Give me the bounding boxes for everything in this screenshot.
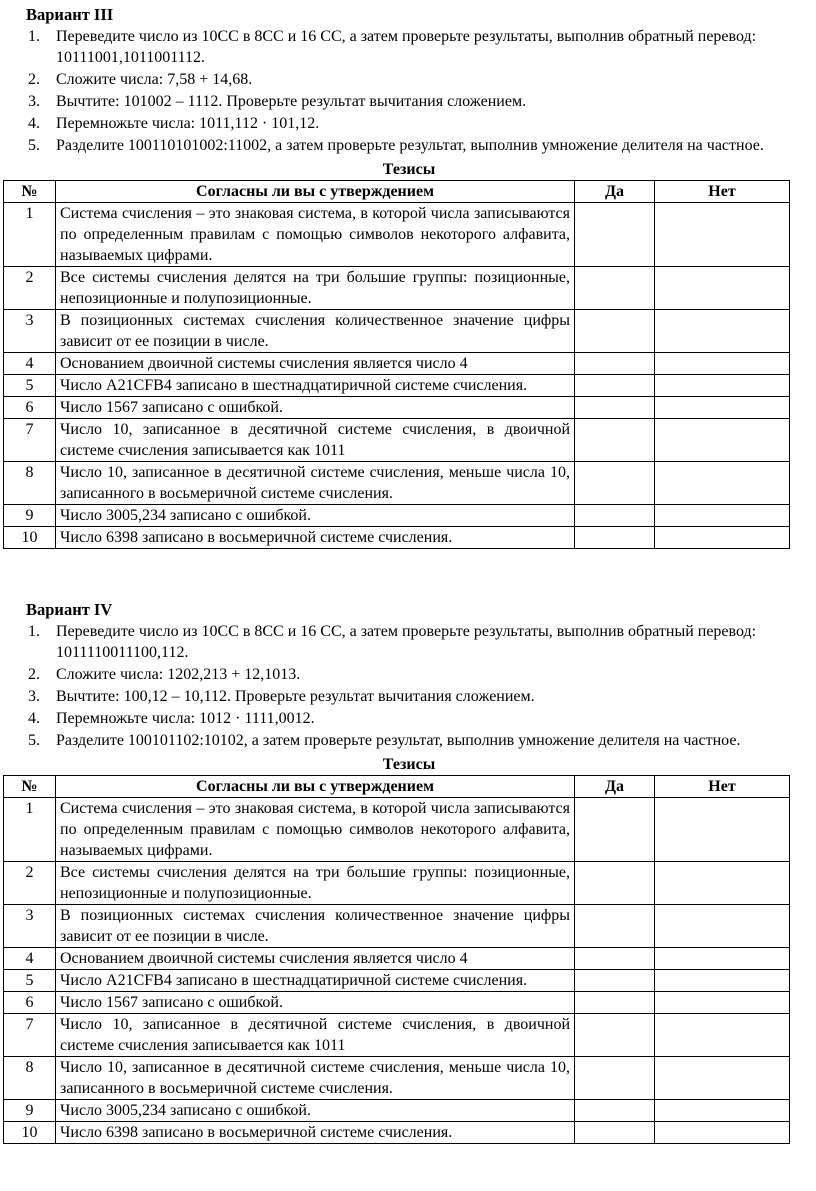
task-text: Сложите числа: 7,58 + 14,68. xyxy=(56,71,253,88)
row-statement: Число 6398 записано в восьмеричной системе счисления. xyxy=(56,527,575,549)
task-number: 3. xyxy=(28,688,40,705)
row-statement: Основанием двоичной системы счисления является число 4 xyxy=(56,948,575,970)
row-statement: Система счисления – это знаковая система, в которой числа записываются по определенным правилам с помощью символов некоторого алфавита, называемых цифрами. xyxy=(56,203,575,267)
row-number: 2 xyxy=(4,267,56,310)
yes-cell[interactable] xyxy=(575,375,655,397)
yes-cell[interactable] xyxy=(575,1014,655,1057)
row-number: 1 xyxy=(4,203,56,267)
task-number: 4. xyxy=(28,710,40,727)
task-text: Переведите число из 10СС в 8СС и 16 СС, а затем проверьте результаты, выполнив обратный перевод: 1011110011100,112. xyxy=(56,623,757,661)
yes-cell[interactable] xyxy=(575,505,655,527)
table-row xyxy=(4,419,790,462)
task-item xyxy=(26,621,792,663)
variant-3-section xyxy=(21,4,792,549)
task-number: 3. xyxy=(28,93,40,110)
header-no: Нет xyxy=(655,776,790,798)
task-text: Вычтите: 101002 – 1112. Проверьте результат вычитания сложением. xyxy=(56,93,527,110)
row-number: 10 xyxy=(4,527,56,549)
task-item xyxy=(26,664,792,685)
task-text: Сложите числа: 1202,213 + 12,1013. xyxy=(56,666,301,683)
row-statement: Число 10, записанное в десятичной системе счисления, меньше числа 10, записанного в восьмеричной системе счисления. xyxy=(56,462,575,505)
row-number: 9 xyxy=(4,505,56,527)
row-number: 8 xyxy=(4,462,56,505)
row-statement: В позиционных системах счисления количественное значение цифры зависит от ее позиции в числе. xyxy=(56,905,575,948)
yes-cell[interactable] xyxy=(575,267,655,310)
task-text: Разделите 100101102:10102, а затем проверьте результат, выполнив умножение делителя на частное. xyxy=(56,732,741,749)
task-text: Переведите число из 10СС в 8СС и 16 СС, а затем проверьте результаты, выполнив обратный перевод: 10111001,1011001112. xyxy=(56,28,757,66)
no-cell[interactable] xyxy=(655,375,790,397)
row-statement: Число 3005,234 записано с ошибкой. xyxy=(56,505,575,527)
yes-cell[interactable] xyxy=(575,970,655,992)
no-cell[interactable] xyxy=(655,1014,790,1057)
row-number: 5 xyxy=(4,375,56,397)
no-cell[interactable] xyxy=(655,798,790,862)
table-row xyxy=(4,397,790,419)
row-statement: Число 3005,234 записано с ошибкой. xyxy=(56,1100,575,1122)
table-row xyxy=(4,798,790,862)
yes-cell[interactable] xyxy=(575,353,655,375)
row-statement: Все системы счисления делятся на три большие группы: позиционные, непозиционные и полупозиционные. xyxy=(56,862,575,905)
table-row xyxy=(4,862,790,905)
row-number: 9 xyxy=(4,1100,56,1122)
row-number: 1 xyxy=(4,798,56,862)
table-row xyxy=(4,948,790,970)
task-item xyxy=(26,686,792,707)
yes-cell[interactable] xyxy=(575,462,655,505)
row-statement: Число 6398 записано в восьмеричной системе счисления. xyxy=(56,1122,575,1144)
yes-cell[interactable] xyxy=(575,1122,655,1144)
row-statement: Число 10, записанное в десятичной системе счисления, в двоичной системе счисления записывается как 1011 xyxy=(56,1014,575,1057)
yes-cell[interactable] xyxy=(575,905,655,948)
no-cell[interactable] xyxy=(655,310,790,353)
row-number: 3 xyxy=(4,310,56,353)
row-number: 6 xyxy=(4,397,56,419)
theses-table xyxy=(3,180,790,549)
no-cell[interactable] xyxy=(655,948,790,970)
task-text: Перемножьте числа: 1012 · 1111,0012. xyxy=(56,710,315,727)
task-number: 5. xyxy=(28,137,40,154)
row-statement: В позиционных системах счисления количественное значение цифры зависит от ее позиции в числе. xyxy=(56,310,575,353)
yes-cell[interactable] xyxy=(575,397,655,419)
table-row xyxy=(4,992,790,1014)
no-cell[interactable] xyxy=(655,992,790,1014)
row-number: 10 xyxy=(4,1122,56,1144)
variant-title: Вариант IV xyxy=(26,600,113,619)
yes-cell[interactable] xyxy=(575,419,655,462)
task-text: Вычтите: 100,12 – 10,112. Проверьте результат вычитания сложением. xyxy=(56,688,535,705)
header-yes: Да xyxy=(575,181,655,203)
yes-cell[interactable] xyxy=(575,203,655,267)
no-cell[interactable] xyxy=(655,419,790,462)
task-number: 1. xyxy=(28,623,40,640)
header-yes: Да xyxy=(575,776,655,798)
row-statement: Все системы счисления делятся на три большие группы: позиционные, непозиционные и полупозиционные. xyxy=(56,267,575,310)
row-statement: Система счисления – это знаковая система, в которой числа записываются по определенным правилам с помощью символов некоторого алфавита, называемых цифрами. xyxy=(56,798,575,862)
variant-title: Вариант III xyxy=(26,5,114,24)
table-header-row xyxy=(4,181,790,203)
no-cell[interactable] xyxy=(655,1057,790,1100)
task-number: 4. xyxy=(28,115,40,132)
task-item xyxy=(26,113,792,134)
task-number: 2. xyxy=(28,666,40,683)
table-row xyxy=(4,970,790,992)
row-statement: Число 1567 записано с ошибкой. xyxy=(56,992,575,1014)
row-statement: Число A21CFB4 записано в шестнадцатиричной системе счисления. xyxy=(56,970,575,992)
header-no: Нет xyxy=(655,181,790,203)
task-list xyxy=(26,26,792,156)
table-row xyxy=(4,203,790,267)
row-statement: Число 10, записанное в десятичной системе счисления, меньше числа 10, записанного в восьмеричной системе счисления. xyxy=(56,1057,575,1100)
task-item xyxy=(26,135,792,156)
table-header-row xyxy=(4,776,790,798)
no-cell[interactable] xyxy=(655,527,790,549)
row-statement: Число 1567 записано с ошибкой. xyxy=(56,397,575,419)
task-item xyxy=(26,730,792,751)
header-number: № xyxy=(4,776,56,798)
row-number: 7 xyxy=(4,1014,56,1057)
yes-cell[interactable] xyxy=(575,527,655,549)
yes-cell[interactable] xyxy=(575,1100,655,1122)
task-list xyxy=(26,621,792,751)
row-number: 8 xyxy=(4,1057,56,1100)
no-cell[interactable] xyxy=(655,862,790,905)
header-number: № xyxy=(4,181,56,203)
task-item xyxy=(26,708,792,729)
no-cell[interactable] xyxy=(655,397,790,419)
no-cell[interactable] xyxy=(655,970,790,992)
table-row xyxy=(4,310,790,353)
no-cell[interactable] xyxy=(655,203,790,267)
task-item xyxy=(26,69,792,90)
table-row xyxy=(4,505,790,527)
no-cell[interactable] xyxy=(655,905,790,948)
yes-cell[interactable] xyxy=(575,862,655,905)
task-number: 1. xyxy=(28,28,40,45)
yes-cell[interactable] xyxy=(575,798,655,862)
row-statement: Основанием двоичной системы счисления является число 4 xyxy=(56,353,575,375)
table-row xyxy=(4,267,790,310)
no-cell[interactable] xyxy=(655,1122,790,1144)
variant-4-section xyxy=(21,599,792,1144)
task-item xyxy=(26,26,792,68)
yes-cell[interactable] xyxy=(575,1057,655,1100)
no-cell[interactable] xyxy=(655,462,790,505)
task-number: 2. xyxy=(28,71,40,88)
task-number: 5. xyxy=(28,732,40,749)
table-row xyxy=(4,1100,790,1122)
theses-table xyxy=(3,775,790,1144)
task-text: Разделите 100110101002:11002, а затем проверьте результат, выполнив умножение делителя на частное. xyxy=(56,137,764,154)
row-number: 7 xyxy=(4,419,56,462)
no-cell[interactable] xyxy=(655,267,790,310)
table-row xyxy=(4,1122,790,1144)
table-row xyxy=(4,527,790,549)
yes-cell[interactable] xyxy=(575,992,655,1014)
row-statement: Число 10, записанное в десятичной системе счисления, в двоичной системе счисления записывается как 1011 xyxy=(56,419,575,462)
row-number: 2 xyxy=(4,862,56,905)
header-statement: Согласны ли вы с утверждением xyxy=(56,776,575,798)
yes-cell[interactable] xyxy=(575,948,655,970)
table-row xyxy=(4,905,790,948)
table-row xyxy=(4,1057,790,1100)
yes-cell[interactable] xyxy=(575,310,655,353)
row-statement: Число A21CFB4 записано в шестнадцатиричной системе счисления. xyxy=(56,375,575,397)
row-number: 6 xyxy=(4,992,56,1014)
no-cell[interactable] xyxy=(655,505,790,527)
row-number: 5 xyxy=(4,970,56,992)
table-row xyxy=(4,1014,790,1057)
task-text: Перемножьте числа: 1011,112 · 101,12. xyxy=(56,115,320,132)
table-row xyxy=(4,462,790,505)
row-number: 4 xyxy=(4,353,56,375)
no-cell[interactable] xyxy=(655,353,790,375)
row-number: 4 xyxy=(4,948,56,970)
header-statement: Согласны ли вы с утверждением xyxy=(56,181,575,203)
no-cell[interactable] xyxy=(655,1100,790,1122)
table-row xyxy=(4,353,790,375)
task-item xyxy=(26,91,792,112)
table-row xyxy=(4,375,790,397)
row-number: 3 xyxy=(4,905,56,948)
theses-title: Тезисы xyxy=(382,756,436,773)
theses-title: Тезисы xyxy=(382,161,436,178)
